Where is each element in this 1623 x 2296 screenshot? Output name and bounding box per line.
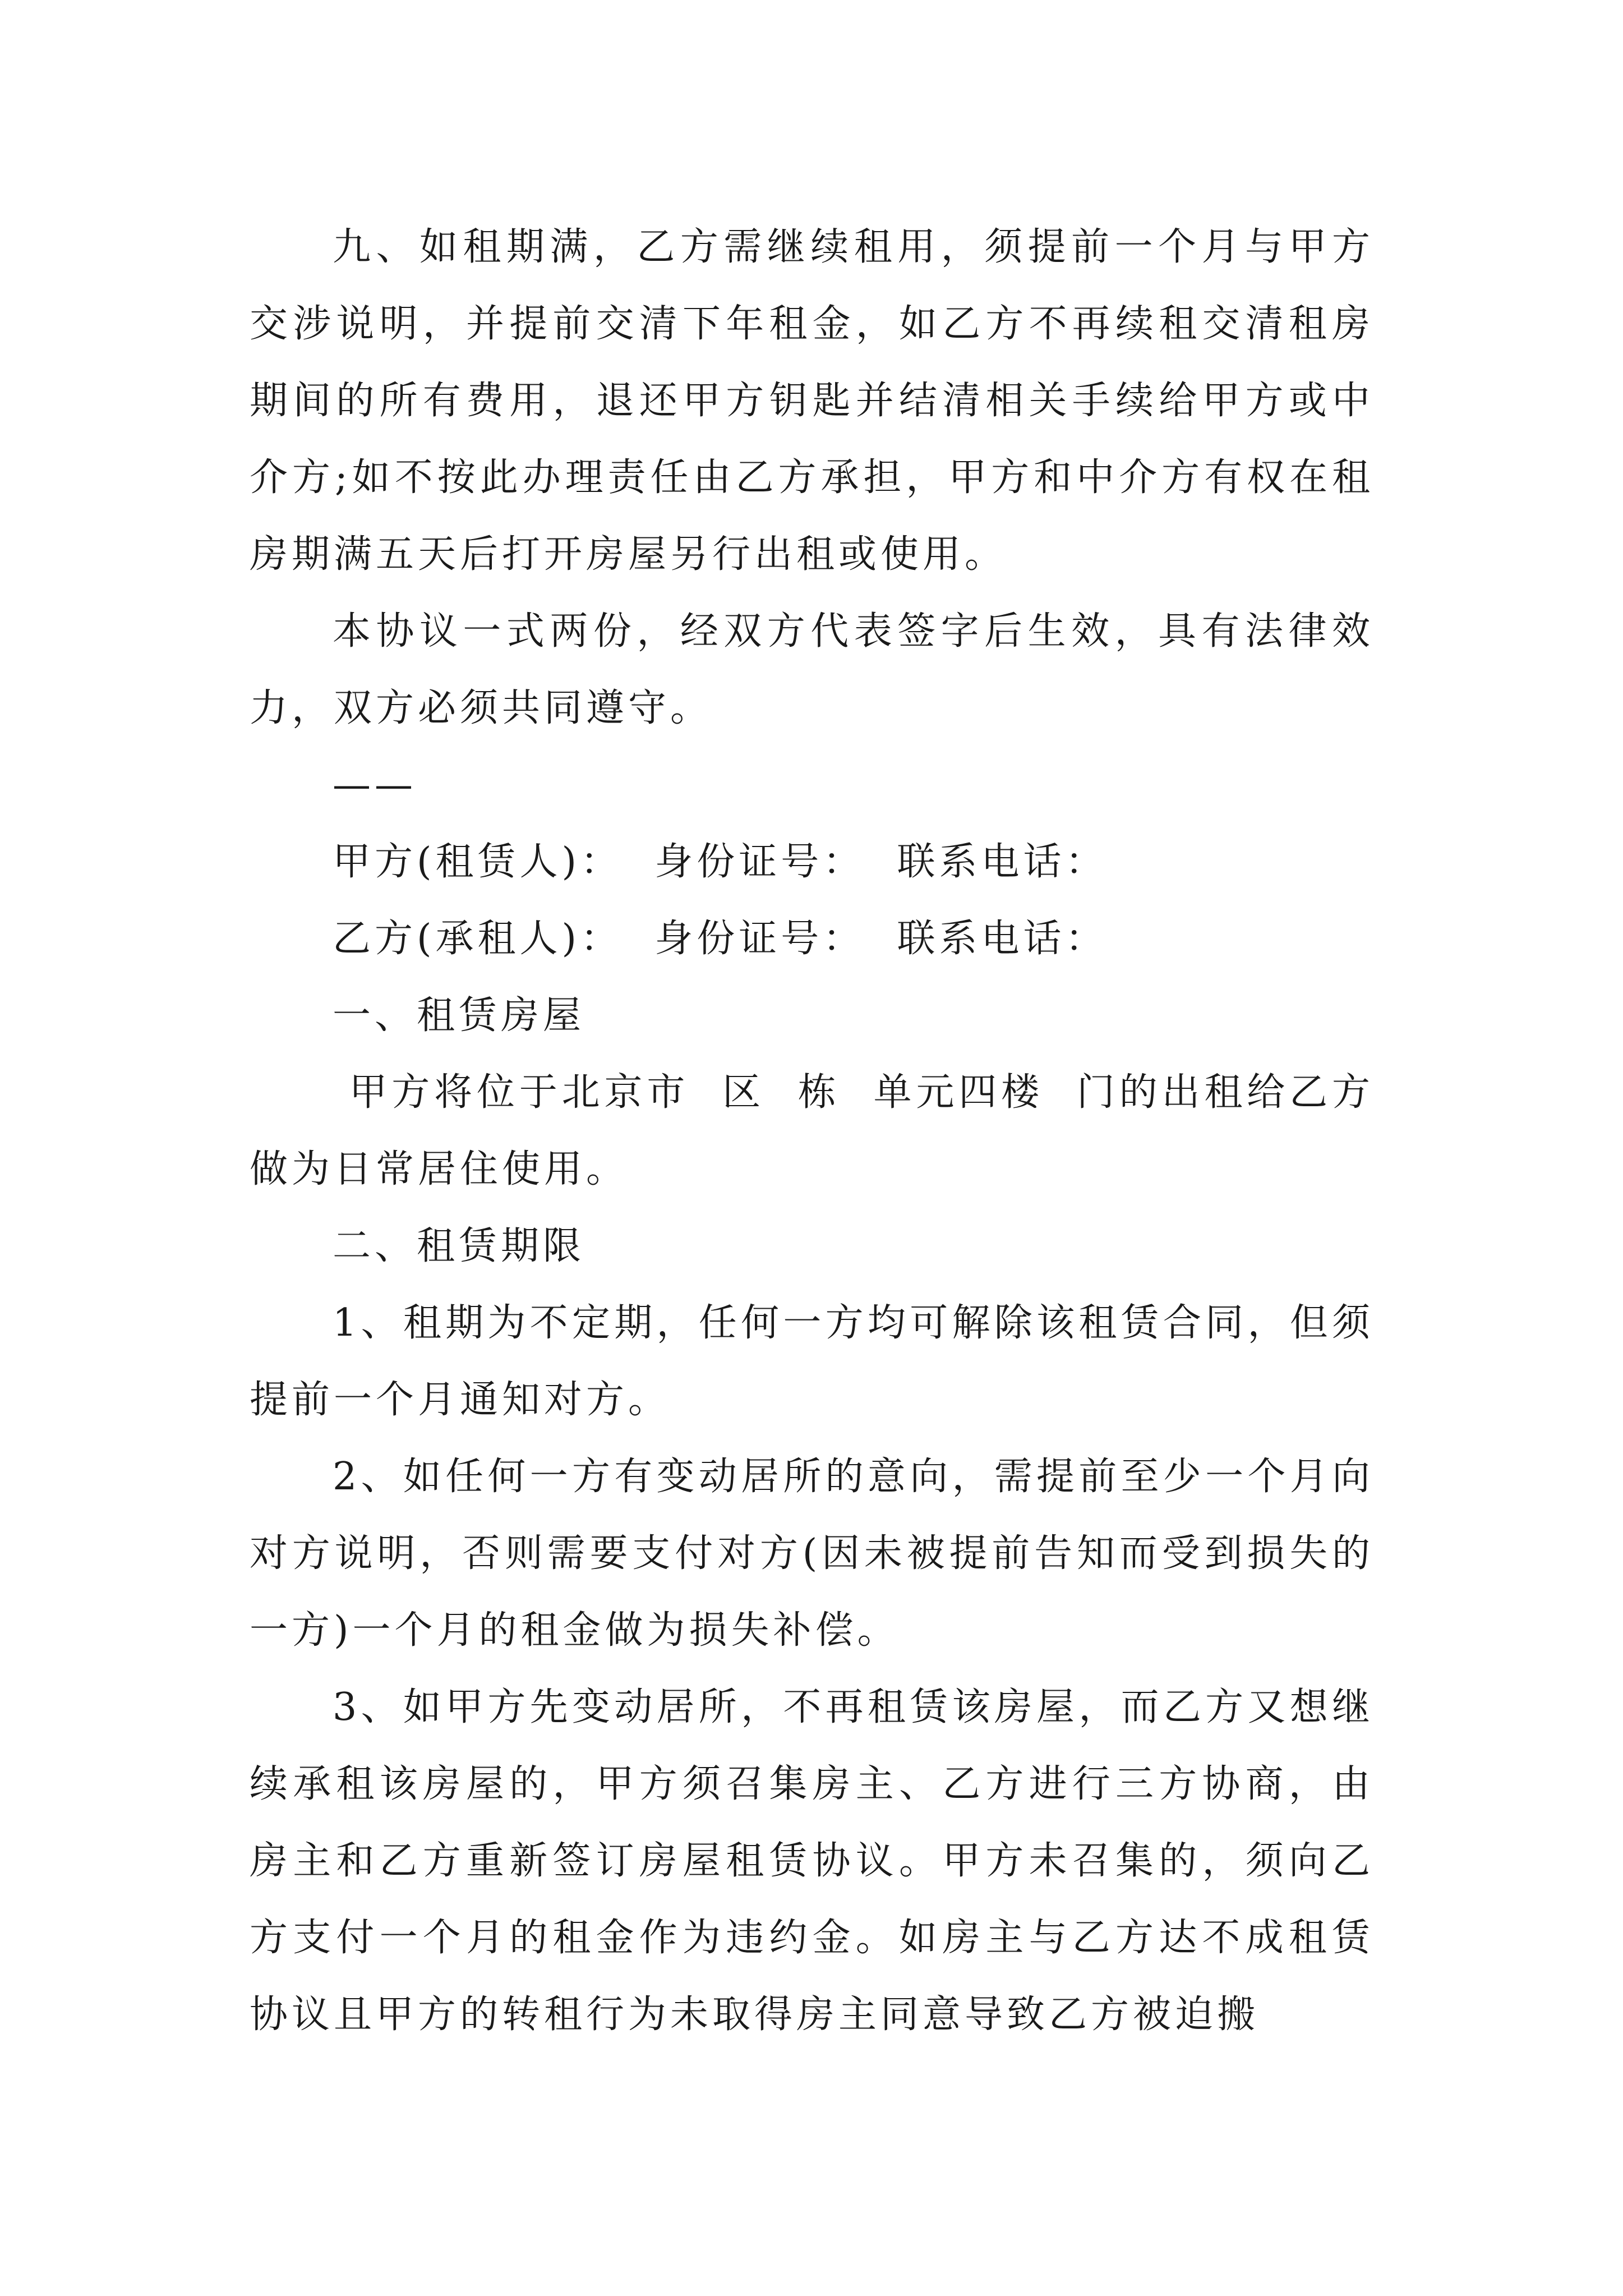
- document-body: [250, 209, 1374, 2053]
- paragraph-party-b: 乙方(承租人)： 身份证号： 联系电话：: [333, 917, 1108, 961]
- paragraph-party-a: 甲方(租赁人)： 身份证号： 联系电话：: [333, 840, 1108, 884]
- section-heading-rental-term: 二、租赁期限: [333, 1224, 585, 1268]
- paragraph-term-two: 2、如任何一方有变动居所的意向，需提前至少一个月向对方说明，否则需要支付对方(因未被提前告知而受到损失的一方)一个月的租金做为损失补偿。: [250, 1455, 1374, 1653]
- paragraph-term-one: 1、租期为不定期，任何一方均可解除该租赁合同，但须提前一个月通知对方。: [250, 1301, 1374, 1422]
- section-heading-rental-property: 一、租赁房屋: [333, 993, 585, 1038]
- paragraph-term-three: 3、如甲方先变动居所，不再租赁该房屋，而乙方又想继续承租该房屋的，甲方须召集房主、乙方进行三方协商，由房主和乙方重新签订房屋租赁协议。甲方未召集的，须向乙方支付一个月的租金作为违约金。如房主与乙方达不成租赁协议且甲方的转租行为未取得房主同意导致乙方被迫搬: [250, 1685, 1374, 2037]
- paragraph-agreement-validity: 本协议一式两份，经双方代表签字后生效，具有法律效力，双方必须共同遵守。: [250, 609, 1374, 730]
- paragraph-clause-nine: 九、如租期满，乙方需继续租用，须提前一个月与甲方交涉说明，并提前交清下年租金，如乙方不再续租交清租房期间的所有费用，退还甲方钥匙并结清相关手续给甲方或中介方;如不按此办理责任由乙方承担，甲方和中介方有权在租房期满五天后打开房屋另行出租或使用。: [250, 225, 1374, 577]
- paragraph-property-location: 甲方将位于北京市 区 栋 单元四楼 门的出租给乙方做为日常居住使用。: [250, 1070, 1374, 1191]
- paragraph-separator: ——: [333, 763, 417, 807]
